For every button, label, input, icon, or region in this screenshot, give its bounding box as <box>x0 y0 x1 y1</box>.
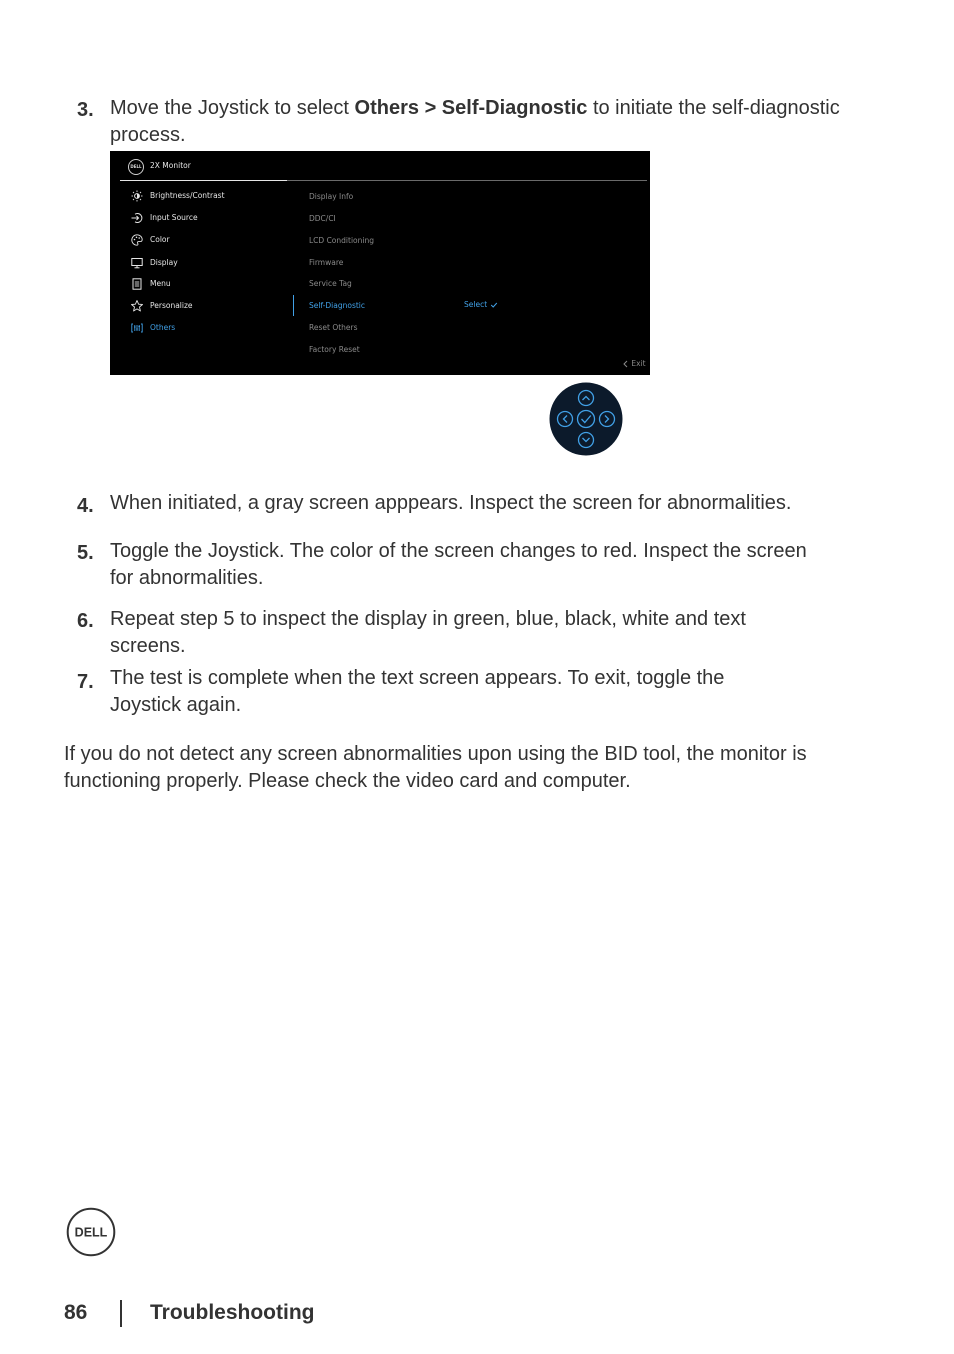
submenu-item-factory-reset[interactable]: Factory Reset <box>309 345 360 354</box>
menu-path-bold: Others > Self-Diagnostic <box>354 97 588 119</box>
step-number: 7. <box>77 671 94 693</box>
submenu-item-display-info[interactable]: Display Info <box>309 192 354 201</box>
closing-paragraph: If you do not detect any screen abnormalities upon using the BID tool, the monitor is functioning properly. Please check the video card and computer. <box>64 743 807 792</box>
step-number: 5. <box>77 542 94 564</box>
menu-item-label: Display <box>150 258 178 267</box>
dell-logo-text: DELL <box>74 1225 108 1240</box>
osd-menu-screenshot <box>110 151 650 375</box>
exit-hint[interactable] <box>622 359 646 368</box>
step-text-part: Move the Joystick to select <box>110 97 355 119</box>
color-palette-icon <box>130 233 144 247</box>
submenu-item-lcd-conditioning[interactable]: LCD Conditioning <box>309 236 374 245</box>
input-source-icon <box>130 211 144 225</box>
step-text-part: to initiate the self-diagnostic process. <box>110 97 840 146</box>
monitor-model-title: 2X Monitor <box>150 161 191 170</box>
submenu-item-self-diagnostic[interactable]: Self-Diagnostic <box>309 301 366 310</box>
submenu-item-reset-others[interactable]: Reset Others <box>309 323 358 332</box>
header-divider-left <box>120 180 287 181</box>
dell-logo-small: DELL <box>128 159 144 175</box>
menu-item-label: Color <box>150 235 170 244</box>
brightness-icon <box>130 189 144 203</box>
submenu-item-ddc-ci[interactable]: DDC/CI <box>309 214 336 223</box>
select-hint-label: Select <box>464 300 488 309</box>
submenu-item-service-tag[interactable]: Service Tag <box>309 279 352 288</box>
page-number: 86 <box>64 1301 88 1324</box>
menu-item-label: Input Source <box>150 213 198 222</box>
select-hint[interactable] <box>464 300 498 309</box>
menu-item-label: Personalize <box>150 301 193 310</box>
dell-logo <box>66 1207 116 1257</box>
step-text: When initiated, a gray screen apppears. Inspect the screen for abnormalities. <box>110 492 792 514</box>
monitor-icon <box>130 256 144 270</box>
chevron-left-icon <box>622 360 629 368</box>
joystick-icon <box>549 382 623 456</box>
step-text: Repeat step 5 to inspect the display in green, blue, black, white and text screens. <box>110 608 746 657</box>
exit-hint-label: Exit <box>631 359 646 368</box>
step-number: 3. <box>77 99 94 121</box>
menu-item-label: Others <box>150 323 176 332</box>
step-number: 6. <box>77 610 94 632</box>
others-icon <box>130 321 144 335</box>
menu-item-label: Menu <box>150 279 171 288</box>
step-number: 4. <box>77 495 94 517</box>
section-title: Troubleshooting <box>150 1301 315 1324</box>
footer-divider <box>120 1300 122 1327</box>
header-divider-right <box>287 180 647 181</box>
checkmark-icon <box>490 301 498 309</box>
step-text <box>110 95 840 149</box>
menu-doc-icon <box>130 277 144 291</box>
step-text: The test is complete when the text screen appears. To exit, toggle the Joystick again. <box>110 667 725 716</box>
submenu-item-firmware[interactable]: Firmware <box>309 258 344 267</box>
menu-item-label: Brightness/Contrast <box>150 191 225 200</box>
star-icon <box>130 299 144 313</box>
step-text: Toggle the Joystick. The color of the screen changes to red. Inspect the screen for abnormalities. <box>110 540 807 589</box>
active-submenu-indicator <box>293 295 294 316</box>
